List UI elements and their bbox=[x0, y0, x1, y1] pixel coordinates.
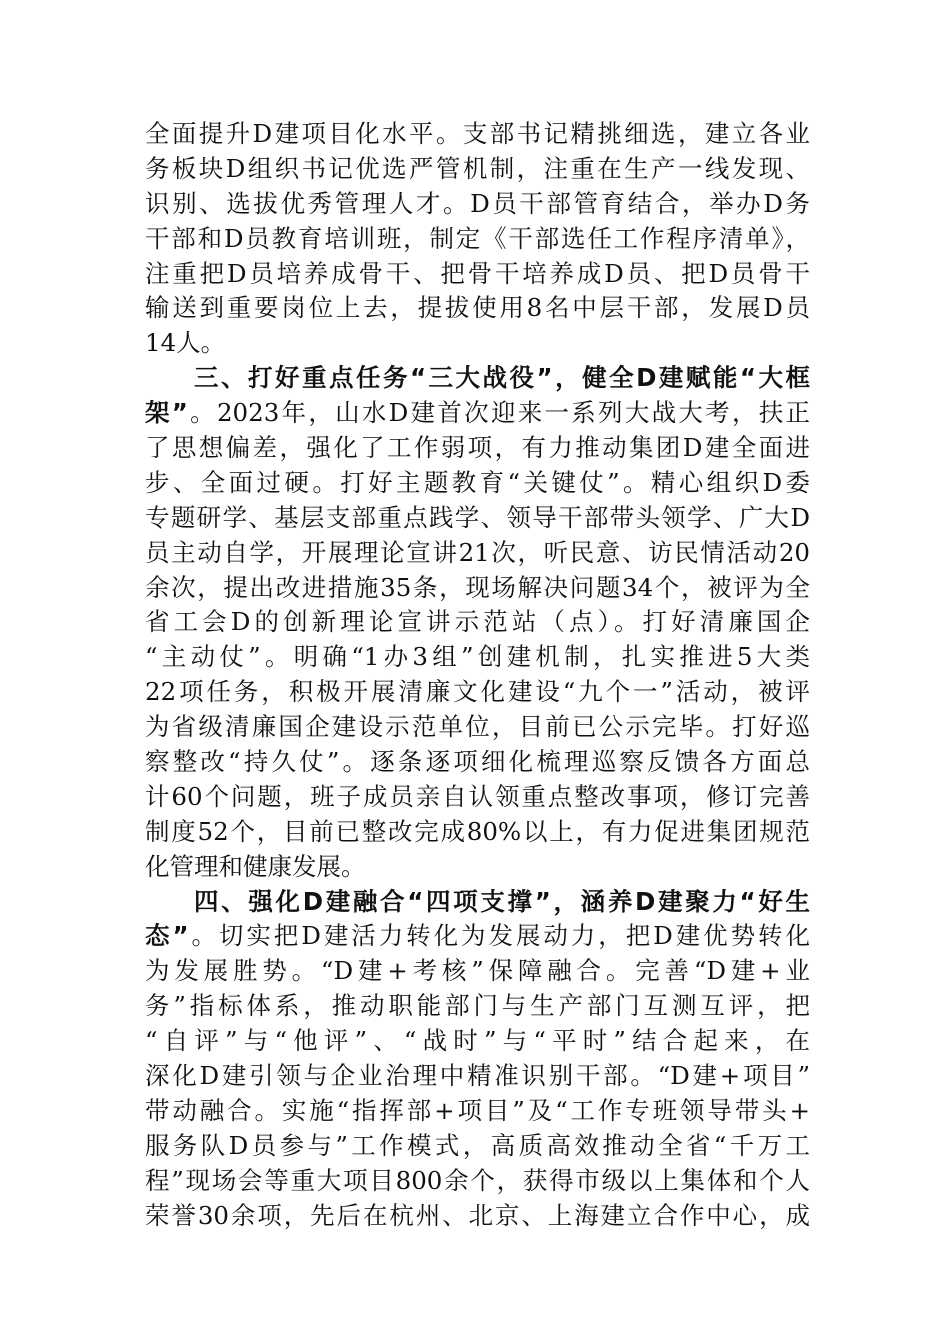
text-line bbox=[145, 1164, 810, 1199]
text-line bbox=[145, 710, 810, 745]
body-text: 为发展胜势。“D建+考核”保障融合。完善“D建+业 bbox=[145, 956, 810, 986]
section-heading: 态” bbox=[145, 921, 189, 951]
body-text: 化管理和健康发展。 bbox=[145, 851, 366, 881]
body-text: 务”指标体系，推动职能部门与生产部门互测互评，把 bbox=[145, 991, 810, 1021]
body-text: 荣誉30余项，先后在杭州、北京、上海建立合作中心，成 bbox=[145, 1200, 810, 1230]
body-text: 识别、选拔优秀管理人才。D员干部管育结合，举办D务 bbox=[145, 188, 810, 218]
text-line bbox=[145, 291, 810, 326]
text-line bbox=[145, 152, 810, 187]
text-line bbox=[145, 745, 810, 780]
text-line bbox=[145, 1024, 810, 1059]
body-text: 带动融合。实施“指挥部+项目”及“工作专班领导带头+ bbox=[145, 1095, 810, 1125]
text-line bbox=[145, 675, 810, 710]
body-text: 全面提升D建项目化水平。支部书记精挑细选，建立各业 bbox=[145, 119, 810, 148]
body-text: 深化D建引领与企业治理中精准识别干部。“D建+项目” bbox=[145, 1061, 810, 1091]
body-text: 服务队D员参与”工作模式，高质高效推动全省“千万工 bbox=[145, 1130, 810, 1160]
body-text: 步、全面过硬。打好主题教育“关键仗”。精心组织D委 bbox=[145, 467, 810, 497]
text-line bbox=[145, 396, 810, 431]
text-line bbox=[145, 326, 810, 361]
body-text: 制度52个，目前已整改完成80%以上，有力促进集团规范 bbox=[145, 816, 810, 846]
paragraph bbox=[145, 117, 810, 361]
text-line bbox=[145, 1094, 810, 1129]
body-text: 干部和D员教育培训班，制定《干部选任工作程序清单》， bbox=[145, 223, 810, 253]
paragraph bbox=[145, 361, 810, 884]
text-line bbox=[145, 1129, 810, 1164]
body-text: 14人。 bbox=[145, 328, 226, 358]
text-line bbox=[145, 885, 810, 920]
body-text: 22项任务，积极开展清廉文化建设“九个一”活动，被评 bbox=[145, 677, 810, 707]
text-line bbox=[145, 222, 810, 257]
text-line bbox=[145, 954, 810, 989]
body-text: 员主动自学，开展理论宣讲21次，听民意、访民情活动20 bbox=[145, 537, 810, 567]
body-text: 。切实把D建活力转化为发展动力，把D建优势转化 bbox=[188, 921, 810, 951]
body-text: 程”现场会等重大项目800余个，获得市级以上集体和个人 bbox=[145, 1165, 810, 1195]
body-text: 注重把D员培养成骨干、把骨干培养成D员、把D员骨干 bbox=[145, 258, 810, 288]
text-line bbox=[145, 466, 810, 501]
body-text: 务板块D组织书记优选严管机制，注重在生产一线发现、 bbox=[145, 153, 810, 183]
text-line bbox=[145, 187, 810, 222]
body-text: 计60个问题，班子成员亲自认领重点整改事项，修订完善 bbox=[145, 781, 810, 811]
section-heading: 四、强化D建融合“四项支撑”，涵养D建聚力“好生 bbox=[194, 886, 810, 916]
text-line bbox=[145, 989, 810, 1024]
body-text: 专题研学、基层支部重点践学、领导干部带头领学、广大D bbox=[145, 502, 810, 532]
section-heading: 架” bbox=[145, 398, 188, 428]
text-line bbox=[145, 536, 810, 571]
text-line bbox=[145, 640, 810, 675]
document-body bbox=[145, 117, 810, 1234]
text-line bbox=[145, 1199, 810, 1234]
text-line bbox=[145, 257, 810, 292]
body-text: 省工会D的创新理论宣讲示范站（点）。打好清廉国企 bbox=[145, 607, 810, 637]
body-text: 。2023年，山水D建首次迎来一系列大战大考，扶正 bbox=[187, 398, 810, 428]
text-line bbox=[145, 780, 810, 815]
text-line bbox=[145, 815, 810, 850]
text-line bbox=[145, 605, 810, 640]
paragraph bbox=[145, 885, 810, 1234]
text-line bbox=[145, 117, 810, 152]
body-text: 余次，提出改进措施35条，现场解决问题34个，被评为全 bbox=[145, 572, 810, 602]
body-text: 察整改“持久仗”。逐条逐项细化梳理巡察反馈各方面总 bbox=[145, 747, 810, 777]
text-line bbox=[145, 850, 810, 885]
text-line bbox=[145, 431, 810, 466]
body-text: “主动仗”。明确“1办3组”创建机制，扎实推进5大类 bbox=[145, 642, 810, 672]
body-text: 了思想偏差，强化了工作弱项，有力推动集团D建全面进 bbox=[145, 433, 810, 463]
body-text: “自评”与“他评”、“战时”与“平时”结合起来，在 bbox=[145, 1026, 810, 1056]
body-text: 输送到重要岗位上去，提拔使用8名中层干部，发展D员 bbox=[145, 293, 810, 323]
text-line bbox=[145, 501, 810, 536]
text-line bbox=[145, 1059, 810, 1094]
text-line bbox=[145, 571, 810, 606]
text-line bbox=[145, 919, 810, 954]
body-text: 为省级清廉国企建设示范单位，目前已公示完毕。打好巡 bbox=[145, 712, 810, 742]
section-heading: 三、打好重点任务“三大战役”，健全D建赋能“大框 bbox=[194, 363, 810, 393]
text-line bbox=[145, 361, 810, 396]
